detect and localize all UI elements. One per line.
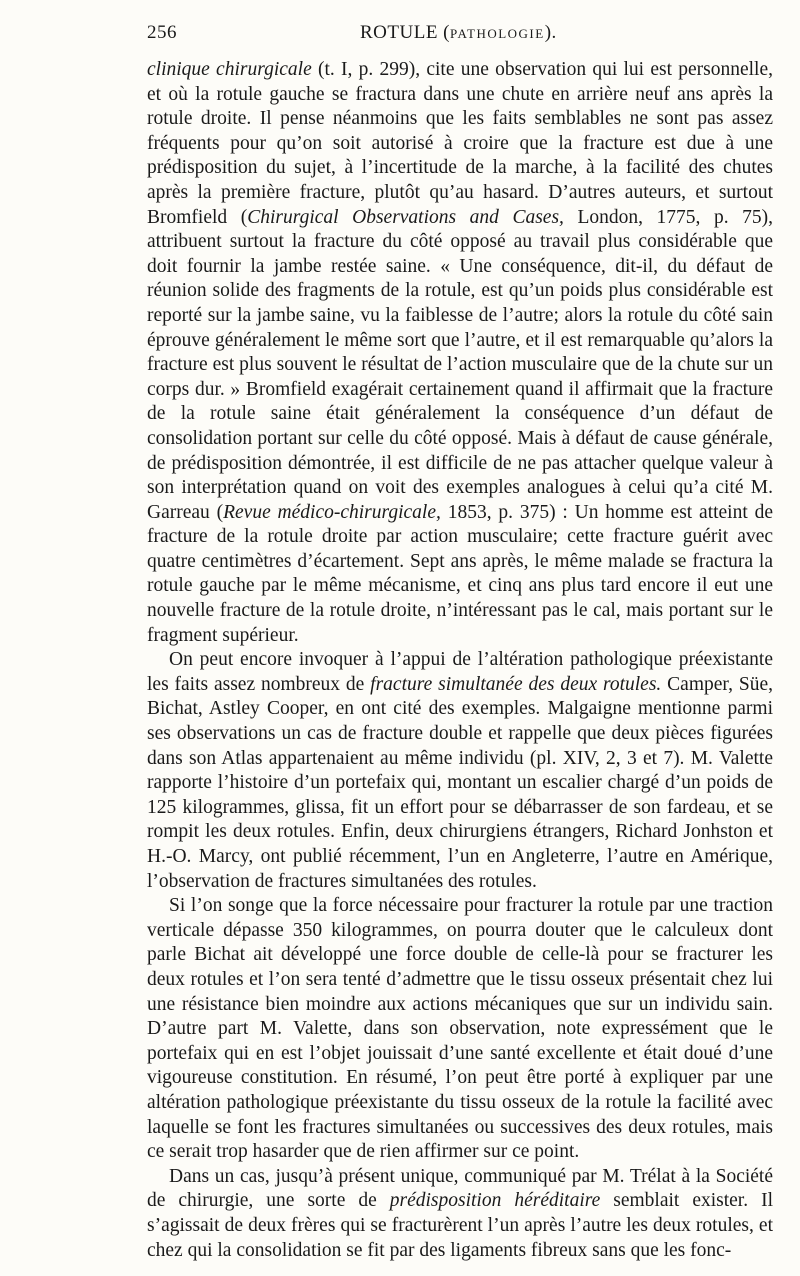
paragraph-4 [147, 1165, 773, 1263]
italic-text-run: clinique chirurgicale [147, 59, 312, 80]
paragraph-2 [147, 648, 773, 894]
text-run: On peut encore invoquer à l’appui de l’altération pathologique préexistante les faits assez nombreux de [147, 649, 773, 695]
running-title-subject: PATHOLOGIE [450, 26, 545, 41]
text-run: (t. I, p. 299), cite une observation qui lui est personnelle, et où la rotule gauche se fractura dans une chute en arrière neuf ans après la rotule droite. Il pense néanmoins que les faits semblables ne sont pas assez fréquents pour qu’on soit autorisé à croire que la fracture est due à une prédisposition du sujet, à l’incertitude de la marche, à la facilité des chutes après la première fracture, plutôt qu’au hasard. D’autres auteurs, et surtout Bromfield ( [147, 59, 773, 228]
paragraph-1 [147, 58, 773, 648]
running-title-end: ). [544, 22, 557, 43]
paragraph-3 [147, 894, 773, 1165]
italic-text-run: Revue médico-chirurgicale, [223, 501, 441, 523]
text-run: 1853, p. 375) : Un homme est atteint de fracture de la rotule droite par action musculaire; cette fracture guérit avec quatre centimètres d’écartement. Sept ans après, le même malade se fractura la rotule gauche par le même mécanisme, et cinq ans plus tard encore il eut une nouvelle fracture de la rotule droite, n’intéressant pas le cal, mais portant sur le fragment supérieur. [147, 501, 773, 646]
text-run: Dans un cas, jusqu’à présent unique, communiqué par M. Trélat à la Société de chirurgie, une sorte de [147, 1165, 773, 1212]
italic-text-run: Chirurgical Observations and Cases, [247, 206, 564, 228]
running-header [147, 22, 787, 48]
text-run: Camper, Süe, Bichat, Astley Cooper, en ont cité des exemples. Malgaigne mentionne parmi ses observations un cas de fracture double et rappelle que deux pièces figurées dans son Atlas appartenaient au même individu (pl. XIV, 2, 3 et 7). M. Valette rapporte l’histoire d’un portefaix qui, montant un escalier chargé d’un poids de 125 kilogrammes, glissa, fit un effort pour se débarrasser de son fardeau, et se rompit les deux rotules. Enfin, deux chirurgiens étrangers, Richard Jonhston et H.-O. Marcy, ont publié récemment, l’un en Angleterre, l’autre en Amérique, l’observation de fractures simultanées des rotules. [147, 673, 773, 892]
text-run: London, 1775, p. 75), attribuent surtout la fracture du côté opposé au travail plus considérable que doit fournir la jambe restée saine. « Une conséquence, dit-il, du défaut de réunion solide des fragments de la rotule, est qu’un poids plus considérable est reporté sur la jambe saine, vu la faiblesse de l’autre; alors la rotule du côté sain éprouve généralement le même sort que l’autre, et il est remarquable qu’alors la fracture est plus souvent le résultat de l’action musculaire que de la chute sur un corps dur. » Bromfield exagérait certainement quand il affirmait que la fracture de la rotule saine était généralement la conséquence d’un défaut de consolidation portant sur celle du côté opposé. Mais à défaut de cause générale, de prédisposition démontrée, il est difficile de ne pas attacher quelque valeur à son interprétation quand on voit des exemples analogues à celui qu’a cité M. Garreau ( [147, 206, 774, 523]
running-title-main: ROTULE ( [360, 22, 451, 43]
text-run: Si l’on songe que la force nécessaire pour fracturer la rotule par une traction verticale dépasse 350 kilogrammes, on pourra douter que le calculeux dont parle Bichat ait développé une force double de celle-là pour se fracturer les deux rotules et l’on sera tenté d’admettre que le tissu osseux présentait chez lui une résistance bien moindre aux actions mécaniques que sur un individu sain. D’autre part M. Valette, dans son observation, note expressément que le portefaix qui en est l’objet jouissait d’une santé excellente et était doué d’une vigoureuse constitution. En résumé, l’on peut être porté à expliquer par une altération pathologique préexistante du tissu osseux de la rotule la facilité avec laquelle se font les fractures simultanées ou successives des deux rotules, mais ce serait trop hasarder que de rien affirmer sur ce point. [147, 895, 773, 1163]
running-title [360, 22, 557, 44]
italic-text-run: fracture simultanée des deux rotules. [370, 673, 662, 695]
page-number: 256 [147, 22, 177, 43]
text-run: semblait exister. Il s’agissait de deux frères qui se fracturèrent l’un après l’autre les deux rotules, et chez qui la consolidation se fit par des ligaments fibreux sans que les fonc- [147, 1190, 774, 1261]
body-text [147, 58, 773, 1263]
italic-text-run: prédisposition héréditaire [389, 1190, 601, 1212]
